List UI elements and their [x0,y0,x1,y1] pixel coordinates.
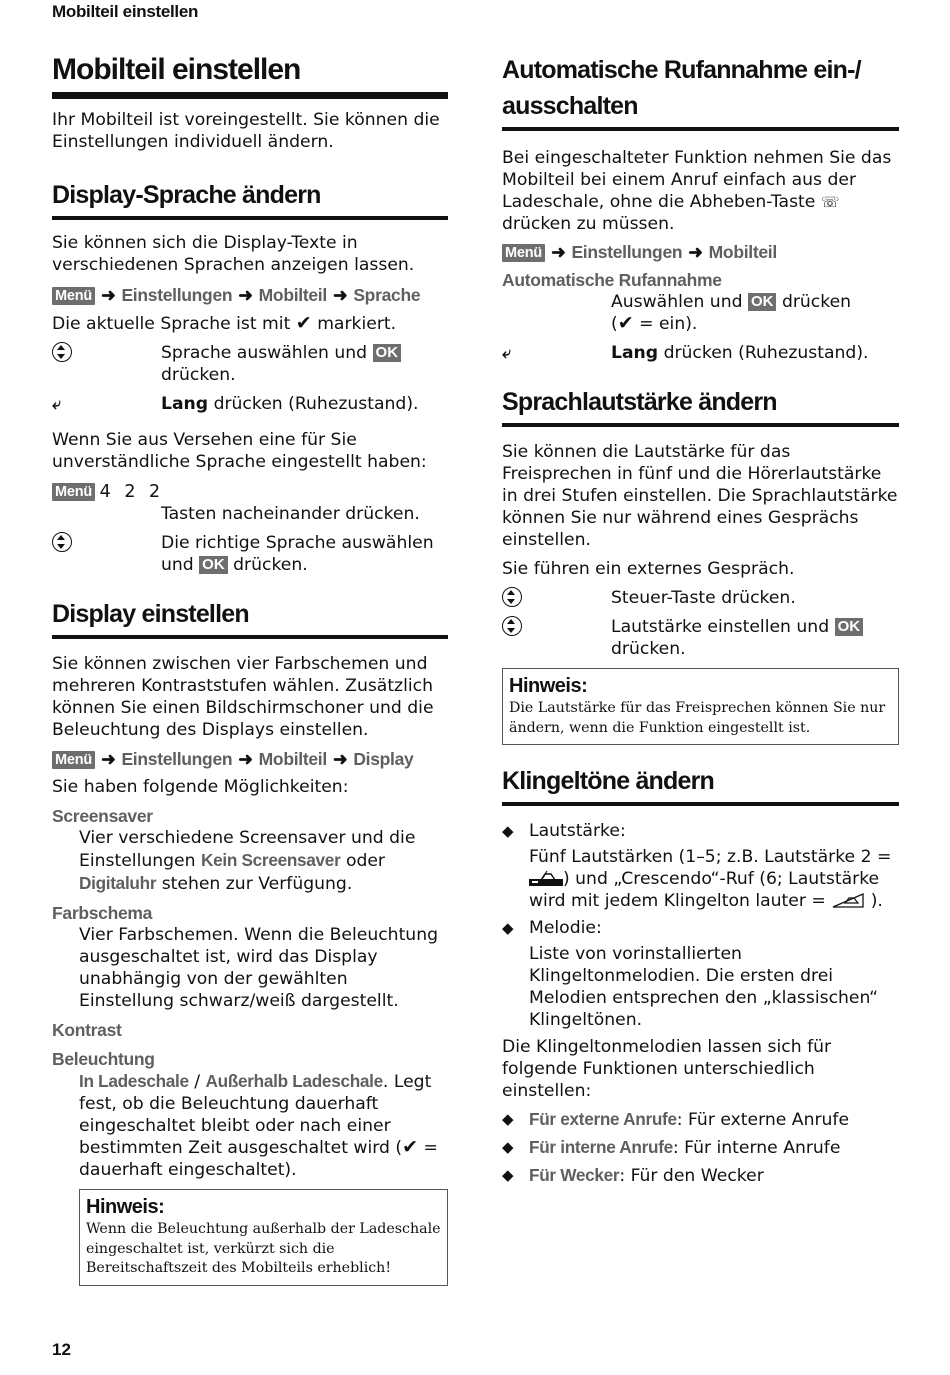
end-call-key-icon: ⤶ [52,394,61,413]
note-title: Hinweis: [86,1196,165,1218]
section-heading-laut: Sprachlautstärke ändern [502,384,899,427]
step-text: Steuer-Taste drücken. [611,588,796,608]
keys-desc [52,503,448,525]
list-item-externe [502,1108,899,1131]
list-item-interne [502,1136,899,1159]
option-in-ladeschale: In Ladeschale [79,1071,189,1091]
step-text: Die richtige Sprache auswählen und [161,533,434,575]
laut-intro: Sie können die Lautstärke für das Freisprechen in fünf und die Hörerlautstärke in drei Stufen einstellen. Die Sprachlautstärke können Sie nur während eines Gesprächs einstellen. [502,442,898,550]
klingel-functions [502,1108,899,1187]
section-heading-display: Display einstellen [52,596,448,639]
option-ausserhalb-ladeschale: Außerhalb Ladeschale [205,1071,383,1091]
keys: 4 2 2 [99,482,165,502]
key-sequence [52,480,448,503]
ok-key: OK [835,618,864,636]
nav-key-icon [502,616,522,642]
arrow-icon: ➜ [332,285,348,305]
step-text: ( [611,314,618,334]
laut-step-2 [502,616,899,660]
function-term: Für externe Anrufe [529,1109,677,1129]
sprache-intro: Sie können sich die Display-Texte in verschiedenen Sprachen anzeigen lassen. [52,233,415,275]
menu-item-einstellungen: Einstellungen [121,285,233,305]
step-text: drücken. [611,639,686,659]
arrow-icon: ➜ [332,749,348,769]
arrow-icon: ➜ [688,242,703,262]
desc-text: = dauerhaft eingeschaltet). [79,1138,438,1180]
bullet-desc [529,846,899,912]
function-desc: : Für externe Anrufe [676,1110,850,1130]
intro-text: Ihr Mobilteil ist voreingestellt. Sie können die Einstellungen individuell ändern. [52,110,440,152]
end-call-key-icon: ⤶ [502,343,511,362]
menu-item-display: Display [353,749,414,769]
running-head: Mobilteil einstellen [52,2,199,21]
intro-text: drücken zu müssen. [502,214,675,234]
intro-text: Bei eingeschalteter Funktion nehmen Sie das Mobilteil bei einem Anruf einfach aus der Ladeschale, ohne die Abheben-Taste [502,148,892,212]
menu-key: Menü [502,244,545,262]
bullet-label: ◆ Lautstärke: [529,821,626,841]
klingel-options [502,820,899,1031]
volume-crescendo-icon [831,892,865,908]
bullet-label: ◆ Melodie: [529,918,602,938]
step-select-language [52,342,448,386]
note-text: Die Lautstärke für das Freisprechen können Sie nur ändern, wenn die Funktion eingestellt ist. [509,700,886,736]
step-text: Lautstärke einstellen und [611,617,830,637]
bullet-desc: Liste von vorinstallierten Klingeltonmelodien. Die ersten drei Melodien entsprechen den „klassischen“ Klingeltönen. [529,944,879,1030]
marked-post: markiert. [317,314,397,334]
step-bold: Lang [611,343,659,363]
desc-text: ) und „Crescendo“-Ruf (6; Lautstärke wird mit jedem Klingelton lauter = [529,869,880,911]
page-number: 12 [52,1340,71,1359]
term-farbschema: Farbschema [52,903,153,923]
note-box-beleuchtung [79,1189,448,1286]
function-term: Für Wecker [529,1165,620,1185]
menu-key: Menü [52,287,95,305]
klingel-mid-text: Die Klingeltonmelodien lassen sich für folgende Funktionen unterschiedlich einstellen: [502,1037,832,1101]
note-title: Hinweis: [509,675,588,697]
nav-key-icon [502,587,522,613]
arrow-icon: ➜ [101,285,116,305]
section-heading-auto: Automatische Rufannahme ein-/ ausschalten [502,52,899,131]
page-title: Mobilteil einstellen [52,52,448,99]
option-kein-screensaver: Kein Screensaver [200,850,341,870]
desc-text: ). [870,891,883,911]
ok-key: OK [373,344,402,362]
desc-beleuchtung [52,1070,448,1181]
arrow-icon: ➜ [238,285,253,305]
step-text: Tasten nacheinander drücken. [161,504,420,524]
function-desc: : Für den Wecker [619,1166,764,1186]
desc-farbschema: Vier Farbschemen. Wenn die Beleuchtung ausgeschaltet ist, wird das Display unabhängig von der gewählten Einstellung schwarz/weiß dargestellt. [79,925,439,1011]
step-text: drücken (Ruhezustand). [663,343,869,363]
nav-key-icon [52,342,72,368]
current-language-note [52,313,448,335]
menu-item-einstellungen: Einstellungen [121,749,233,769]
marked-pre: Die aktuelle Sprache ist mit [52,314,291,334]
function-term: Für interne Anrufe [529,1137,673,1157]
ok-key: OK [199,556,228,574]
function-desc: : Für interne Anrufe [672,1138,841,1158]
desc-text: oder [345,851,386,871]
display-menu-path [52,748,448,770]
nav-key-icon [52,532,72,558]
step-text: drücken. [233,555,308,575]
auto-step-end [502,342,899,364]
list-item-melodie [502,917,899,1031]
step-text: drücken (Ruhezustand). [213,394,419,414]
separator: / [194,1072,201,1092]
desc-text: stehen zur Verfügung. [161,874,353,894]
arrow-icon: ➜ [238,749,253,769]
display-options [52,805,448,1181]
menu-key: Menü [52,483,95,501]
note-text: Wenn die Beleuchtung außerhalb der Ladeschale eingeschaltet ist, verkürzt sich die Bereitschaftszeit des Mobilteils erheblich! [86,1221,441,1276]
section-heading-klingel: Klingeltöne ändern [502,763,899,806]
step-text: drücken [781,292,852,312]
section-heading-sprache: Display-Sprache ändern [52,177,448,220]
auto-menu-path [502,241,899,263]
arrow-icon: ➜ [101,749,116,769]
volume-level-2-icon [529,870,563,886]
list-item-wecker [502,1164,899,1187]
step-bold: Lang [161,394,209,414]
auto-submenu: Automatische Rufannahme [502,270,722,290]
list-item-lautstaerke [502,820,899,912]
term-screensaver: Screensaver [52,806,153,826]
desc-text: Vier verschiedene Screensaver und die Einstellungen [79,828,416,871]
fallback-text: Wenn Sie aus Versehen eine für Sie unverständliche Sprache eingestellt haben: [52,430,427,472]
options-intro: Sie haben folgende Möglichkeiten: [52,777,349,797]
checkmark-icon: ✔ [295,312,312,334]
menu-item-sprache: Sprache [353,285,421,305]
step-text: Sprache auswählen und [161,343,368,363]
step-pick-right-language [52,532,448,576]
ok-key: OK [748,293,777,311]
desc-screensaver [52,827,448,895]
off-hook-key-icon: ☏ [820,193,840,211]
arrow-icon: ➜ [551,242,566,262]
menu-item-mobilteil: Mobilteil [258,285,327,305]
display-intro: Sie können zwischen vier Farbschemen und mehreren Kontraststufen wählen. Zusätzlich können Sie einen Bildschirmschoner und die Beleuchtung des Displays einstellen. [52,654,434,740]
auto-intro [502,147,899,235]
laut-context: Sie führen ein externes Gespräch. [502,559,795,579]
note-box-freisprechen [502,668,899,745]
laut-step-1 [502,587,899,609]
menu-item-mobilteil: Mobilteil [708,242,777,262]
left-column [52,0,448,1286]
menu-item-mobilteil: Mobilteil [258,749,327,769]
term-beleuchtung: Beleuchtung [52,1049,155,1069]
option-digitaluhr: Digitaluhr [79,873,157,893]
auto-step-select [502,291,899,335]
right-column [502,0,899,1192]
menu-key: Menü [52,751,95,769]
sprache-menu-path [52,284,448,306]
step-text: = ein). [639,314,698,334]
menu-item-einstellungen: Einstellungen [571,242,683,262]
desc-text: Fünf Lautstärken (1–5; z.B. Lautstärke 2 = [529,847,892,867]
desc-text: . Legt fest, ob die Beleuchtung dauerhaft eingeschaltet bleibt oder nach einer bestimmten Zeit ausgeschaltet wird ( [79,1072,432,1158]
checkmark-icon: ✔ [402,1136,419,1158]
step-text: drücken. [161,365,236,385]
checkmark-icon: ✔ [617,312,634,334]
step-end-key [52,393,448,415]
term-kontrast: Kontrast [52,1020,122,1040]
step-text: Auswählen und [611,292,743,312]
